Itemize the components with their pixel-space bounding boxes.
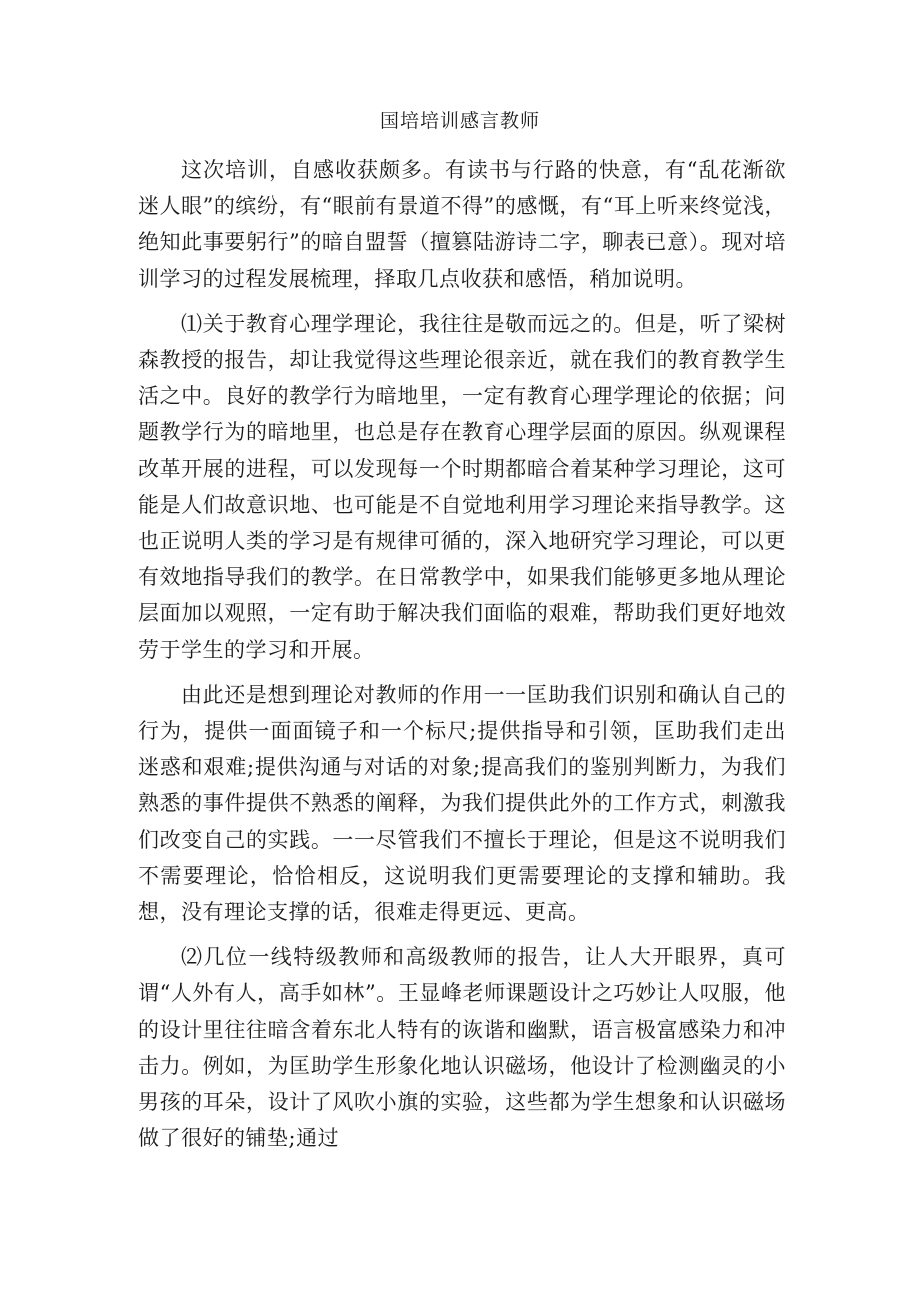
paragraph-theory-role: 由此还是想到理论对教师的作用一一匡助我们识别和确认自己的行为，提供一面面镜子和一个标尺;提供指导和引领，匡助我们走出迷惑和艰难;提供沟通与对话的对象;提高我们的鉴别判断力，为我们熟悉的事件提供不熟悉的阐释，为我们提供此外的工作方式，刺激我们改变自己的实践。一一尽管我们不擅长于理论，但是这不说明我们不需要理论，恰恰相反，这说明我们更需要理论的支撑和辅助。我想，没有理论支撑的话，很难走得更远、更高。: [138, 682, 786, 925]
document-title: 国培培训感言教师: [379, 110, 540, 132]
paragraph-point-2: ⑵几位一线特级教师和高级教师的报告，让人大开眼界，真可谓“人外有人，高手如林”。王显峰老师课题设计之巧妙让人叹服，他的设计里往往暗含着东北人特有的诙谐和幽默，语言极富感染力和冲击力。例如，为匡助学生形象化地认识磁场，他设计了检测幽灵的小男孩的耳朵，设计了风吹小旗的实验，这些都为学生想象和认识磁场做了很好的铺垫;通过: [138, 945, 786, 1151]
paragraph-intro: 这次培训，自感收获颇多。有读书与行路的快意，有“乱花渐欲迷人眼”的缤纷，有“眼前有景道不得”的感慨，有“耳上听来终觉浅，绝知此事要躬行”的暗自盟誓（擅篡陆游诗二字，聊表已意）。现对培训学习的过程发展梳理，择取几点收获和感悟，稍加说明。: [138, 158, 786, 291]
paragraph-point-1: ⑴关于教育心理学理论，我往往是敬而远之的。但是，听了梁树森教授的报告，却让我觉得这些理论很亲近，就在我们的教育教学生活之中。良好的教学行为暗地里，一定有教育心理学理论的依据；问题教学行为的暗地里，也总是存在教育心理学层面的原因。纵观课程改革开展的进程，可以发现每一个时期都暗合着某种学习理论，这可能是人们故意识地、也可能是不自觉地利用学习理论来指导教学。这也正说明人类的学习是有规律可循的，深入地研究学习理论，可以更有效地指导我们的教学。在日常教学中，如果我们能够更多地从理论层面加以观照，一定有助于解决我们面临的艰难，帮助我们更好地效劳于学生的学习和开展。: [138, 311, 786, 662]
document-body: [138, 152, 786, 1165]
